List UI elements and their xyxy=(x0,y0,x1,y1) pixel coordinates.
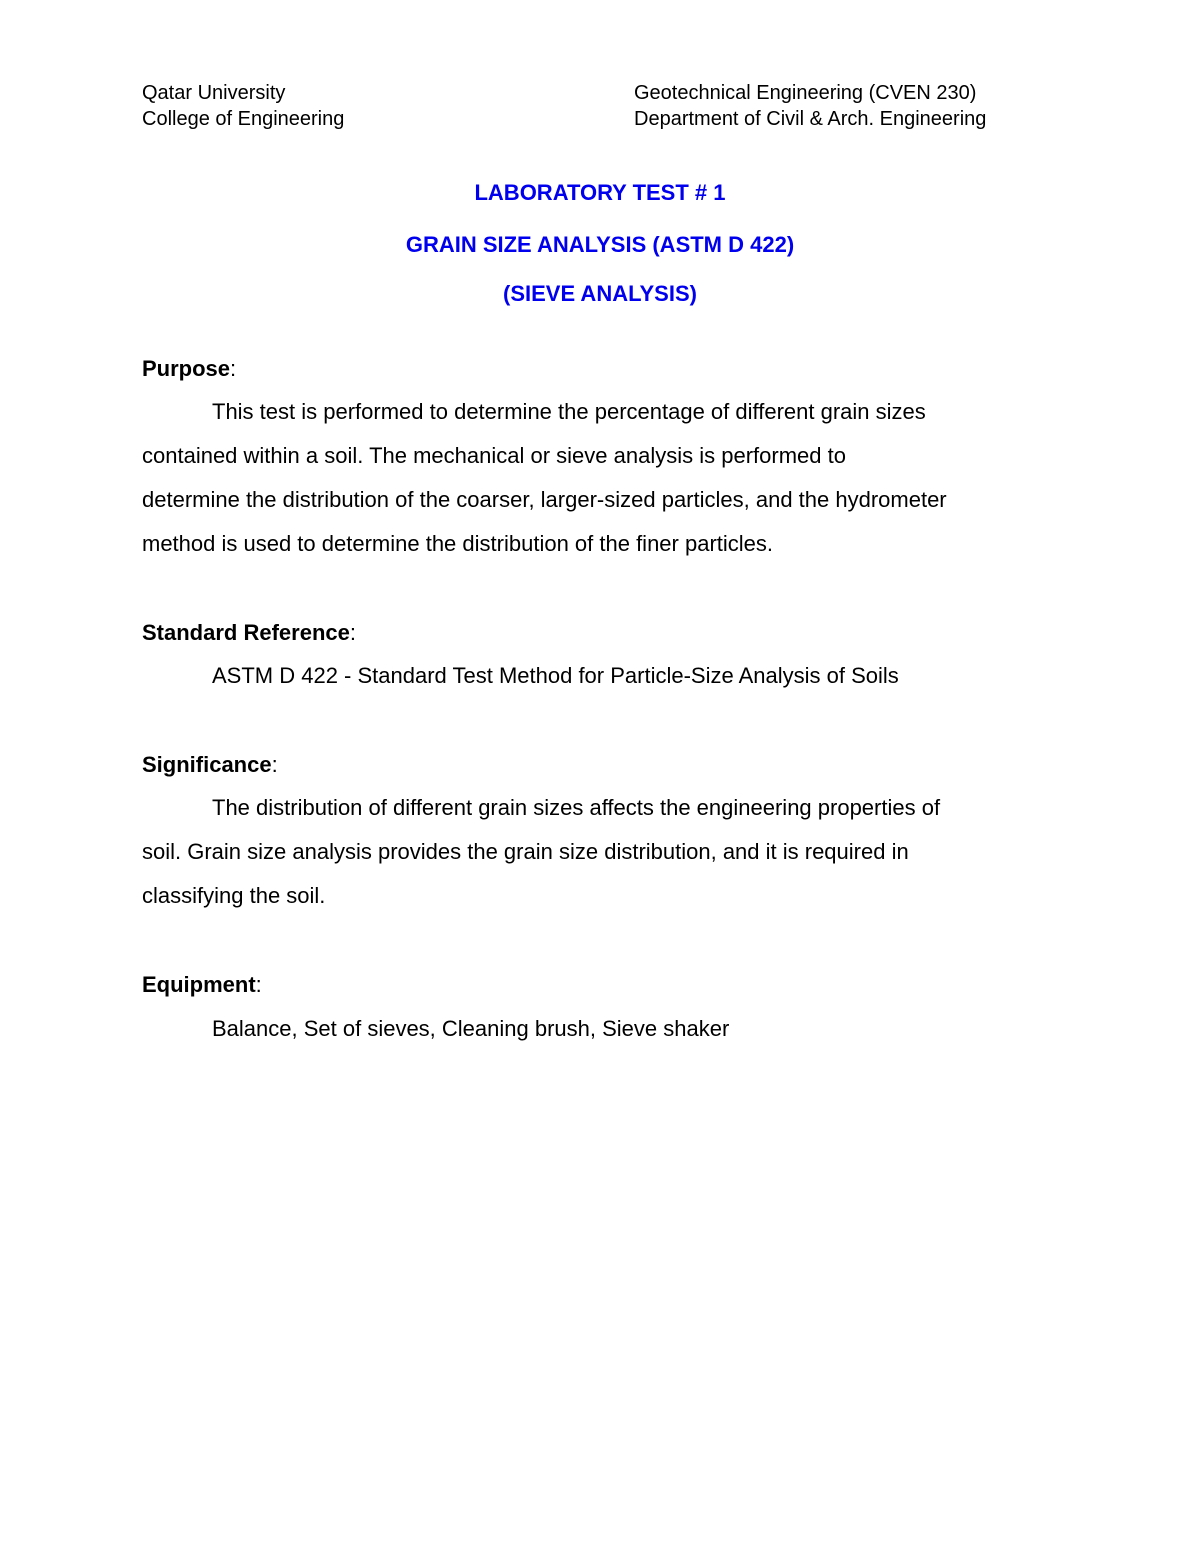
significance-heading-label: Significance xyxy=(142,752,272,777)
course-name: Geotechnical Engineering (CVEN 230) xyxy=(634,82,977,104)
equipment-heading: Equipment: xyxy=(142,972,262,997)
analysis-title: GRAIN SIZE ANALYSIS (ASTM D 422) xyxy=(405,232,795,257)
significance-heading: Significance: xyxy=(142,752,278,777)
equipment-paragraph xyxy=(142,1007,1062,1051)
significance-line: classifying the soil. xyxy=(142,883,326,908)
purpose-line: method is used to determine the distribution of the finer particles. xyxy=(142,531,774,556)
purpose-line: contained within a soil. The mechanical or sieve analysis is performed to xyxy=(142,443,846,468)
purpose-heading-label: Purpose xyxy=(142,356,231,381)
university-name: Qatar University xyxy=(142,82,286,104)
standard-reference-line: ASTM D 422 - Standard Test Method for Particle-Size Analysis of Soils xyxy=(212,663,899,688)
standard-reference-heading: Standard Reference: xyxy=(142,620,356,645)
purpose-heading: Purpose: xyxy=(142,356,237,381)
header-left xyxy=(142,80,344,132)
college-name: College of Engineering xyxy=(142,108,345,130)
lab-test-title: LABORATORY TEST # 1 xyxy=(474,180,726,205)
significance-paragraph xyxy=(142,786,1062,918)
header-right xyxy=(634,80,986,132)
standard-reference-heading-label: Standard Reference xyxy=(142,620,350,645)
purpose-paragraph xyxy=(142,390,1062,566)
equipment-line: Balance, Set of sieves, Cleaning brush, Sieve shaker xyxy=(212,1016,730,1041)
equipment-heading-label: Equipment xyxy=(142,972,256,997)
purpose-line: determine the distribution of the coarser, larger-sized particles, and the hydrometer xyxy=(142,487,947,512)
purpose-line: This test is performed to determine the percentage of different grain sizes xyxy=(212,399,926,424)
standard-reference-paragraph xyxy=(142,654,1062,698)
department-name: Department of Civil & Arch. Engineering xyxy=(634,108,987,130)
significance-line: The distribution of different grain sizes affects the engineering properties of xyxy=(212,795,941,820)
analysis-subtitle: (SIEVE ANALYSIS) xyxy=(503,281,697,306)
significance-line: soil. Grain size analysis provides the grain size distribution, and it is required in xyxy=(142,839,909,864)
